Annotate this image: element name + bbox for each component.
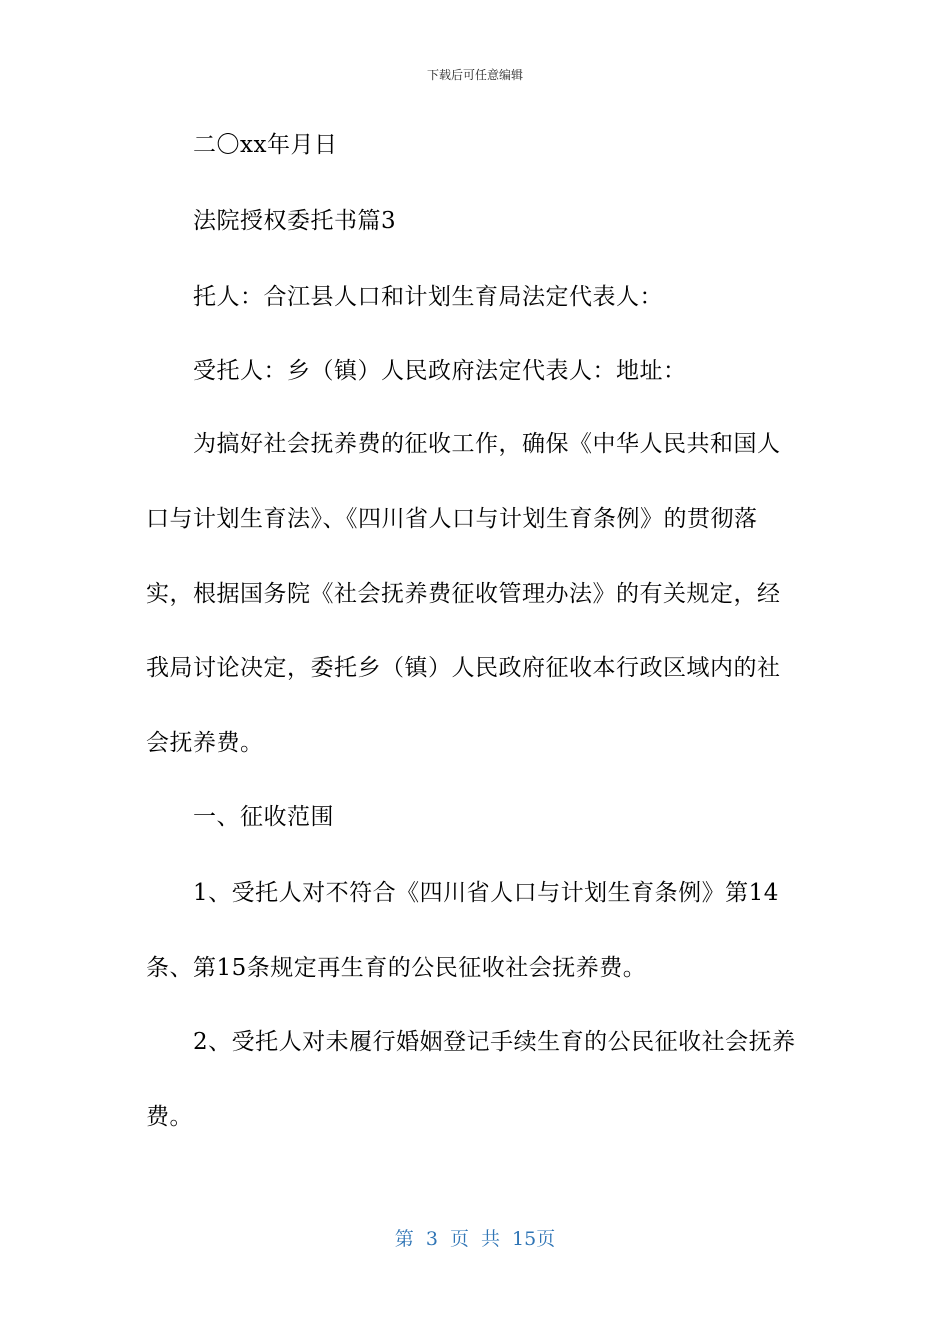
body-paragraph-line: 我局讨论决定，委托乡（镇）人民政府征收本行政区域内的社 <box>146 655 781 681</box>
clause-line: 1、受托人对不符合《四川省人口与计划生育条例》第14 <box>193 880 779 906</box>
section-title: 法院授权委托书篇3 <box>193 208 397 234</box>
page-number-footer: 第 3 页 共 15页 <box>394 1228 556 1250</box>
body-paragraph-line: 会抚养费。 <box>146 730 264 756</box>
agent-line: 受托人：乡（镇）人民政府法定代表人：地址： <box>193 358 687 384</box>
body-paragraph-line: 为搞好社会抚养费的征收工作，确保《中华人民共和国人 <box>193 431 781 457</box>
clause-line: 条、第15条规定再生育的公民征收社会抚养费。 <box>146 955 647 981</box>
section-heading: 一、征收范围 <box>193 804 334 830</box>
body-paragraph-line: 实，根据国务院《社会抚养费征收管理办法》的有关规定，经 <box>146 581 781 607</box>
body-paragraph-line: 口与计划生育法》、《四川省人口与计划生育条例》的贯彻落 <box>146 506 758 532</box>
principal-line: 托人：合江县人口和计划生育局法定代表人： <box>193 284 663 310</box>
clause-line: 2、受托人对未履行婚姻登记手续生育的公民征收社会抚养 <box>193 1029 796 1055</box>
page-header: 下载后可任意编辑 <box>426 68 523 82</box>
clause-line: 费。 <box>146 1104 193 1130</box>
date-line: 二〇xx年月日 <box>193 132 338 158</box>
